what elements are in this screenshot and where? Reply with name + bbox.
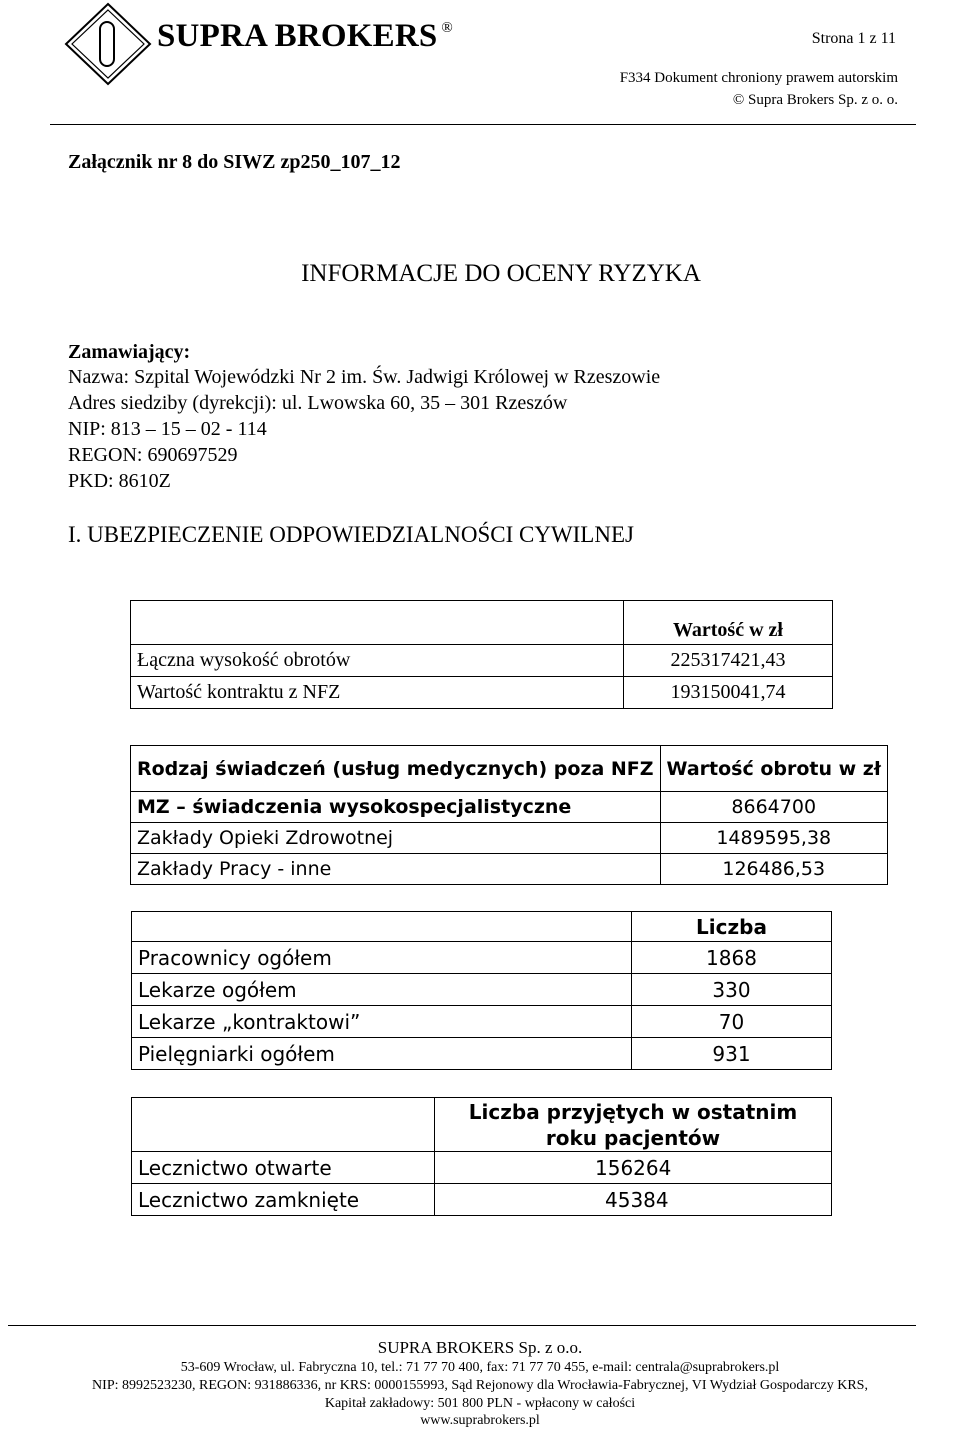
brand-name: SUPRA BROKERS ®	[157, 18, 454, 54]
table-cell-label: MZ – świadczenia wysokospecjalistyczne	[131, 792, 661, 823]
table-cell-value: 126486,53	[660, 854, 887, 885]
client-address: Adres siedziby (dyrekcji): ul. Lwowska 60, 35 – 301 Rzeszów	[68, 392, 568, 414]
header-divider	[50, 124, 916, 125]
admissions-table	[131, 1097, 832, 1216]
client-regon: REGON: 690697529	[68, 444, 238, 466]
table-row	[132, 942, 832, 974]
table-header-cell	[132, 1098, 435, 1152]
table-cell-label: Zakłady Pracy - inne	[131, 854, 661, 885]
table-header-row	[132, 1098, 832, 1152]
table-cell-label: Pracownicy ogółem	[132, 942, 632, 974]
table-header-row	[131, 746, 888, 792]
attachment-label: Załącznik nr 8 do SIWZ zp250_107_12	[68, 151, 401, 173]
table-cell-label: Lekarze „kontraktowi”	[132, 1006, 632, 1038]
table-header-cell: Wartość obrotu w zł	[660, 746, 887, 792]
table-header-cell: Liczba	[632, 912, 832, 942]
footer-divider	[8, 1325, 916, 1326]
table-row	[131, 854, 888, 885]
table-row	[131, 792, 888, 823]
table-header-cell	[132, 912, 632, 942]
table-row	[132, 974, 832, 1006]
client-pkd: PKD: 8610Z	[68, 470, 171, 492]
table-cell-label: Pielęgniarki ogółem	[132, 1038, 632, 1070]
table-header-cell	[131, 601, 624, 645]
table-row	[132, 1038, 832, 1070]
table-cell-label: Zakłady Opieki Zdrowotnej	[131, 823, 661, 854]
table-cell-value: 1489595,38	[660, 823, 887, 854]
table-row	[131, 645, 833, 677]
table-cell-label: Lekarze ogółem	[132, 974, 632, 1006]
client-heading: Zamawiający:	[68, 341, 191, 363]
table-cell-value: 931	[632, 1038, 832, 1070]
turnover-table	[130, 600, 833, 709]
footer-registration: NIP: 8992523230, REGON: 931886336, nr KRS: 0000155993, Sąd Rejonowy dla Wrocławia-Fabrycznej, VI Wydział Gospodarczy KRS,	[92, 1378, 868, 1393]
table-cell-value: 156264	[435, 1152, 832, 1184]
table-header-cell: Rodzaj świadczeń (usług medycznych) poza NFZ	[131, 746, 661, 792]
client-name: Nazwa: Szpital Wojewódzki Nr 2 im. Św. Jadwigi Królowej w Rzeszowie	[68, 366, 661, 388]
table-cell-label: Wartość kontraktu z NFZ	[131, 677, 624, 709]
section-heading: I. UBEZPIECZENIE ODPOWIEDZIALNOŚCI CYWILNEJ	[68, 522, 634, 547]
table-header-cell: Wartość w zł	[624, 601, 833, 645]
table-cell-value: 8664700	[660, 792, 887, 823]
client-nip: NIP: 813 – 15 – 02 - 114	[68, 418, 267, 440]
footer-website: www.suprabrokers.pl	[420, 1413, 540, 1428]
services-table	[130, 745, 888, 885]
page-number: Strona 1 z 11	[811, 30, 896, 47]
table-cell-value: 70	[632, 1006, 832, 1038]
table-cell-label: Lecznictwo zamknięte	[132, 1184, 435, 1216]
table-row	[132, 1152, 832, 1184]
copyright-owner: © Supra Brokers Sp. z o. o.	[732, 92, 898, 108]
table-row	[131, 823, 888, 854]
table-row	[131, 677, 833, 709]
table-header-row	[131, 601, 833, 645]
footer-address: 53-609 Wrocław, ul. Fabryczna 10, tel.: 71 77 70 400, fax: 71 77 70 455, e-mail: centrala@suprabrokers.pl	[180, 1360, 780, 1375]
footer-capital: Kapitał zakładowy: 501 800 PLN - wpłacony w całości	[324, 1396, 636, 1411]
registered-mark: ®	[441, 20, 454, 36]
copyright-notice: F334 Dokument chroniony prawem autorskim	[619, 70, 898, 86]
company-logo-icon	[64, 2, 152, 86]
table-cell-label: Lecznictwo otwarte	[132, 1152, 435, 1184]
table-row	[132, 1006, 832, 1038]
table-header-cell: Liczba przyjętych w ostatnim roku pacjentów	[435, 1098, 832, 1152]
table-header-row	[132, 912, 832, 942]
table-cell-value: 45384	[435, 1184, 832, 1216]
table-cell-value: 1868	[632, 942, 832, 974]
document-title: INFORMACJE DO OCENY RYZYKA	[301, 260, 701, 287]
staff-table	[131, 911, 832, 1070]
table-cell-value: 330	[632, 974, 832, 1006]
footer-company: SUPRA BROKERS Sp. z o.o.	[377, 1338, 583, 1357]
table-cell-value: 225317421,43	[624, 645, 833, 677]
table-row	[132, 1184, 832, 1216]
table-cell-label: Łączna wysokość obrotów	[131, 645, 624, 677]
table-cell-value: 193150041,74	[624, 677, 833, 709]
